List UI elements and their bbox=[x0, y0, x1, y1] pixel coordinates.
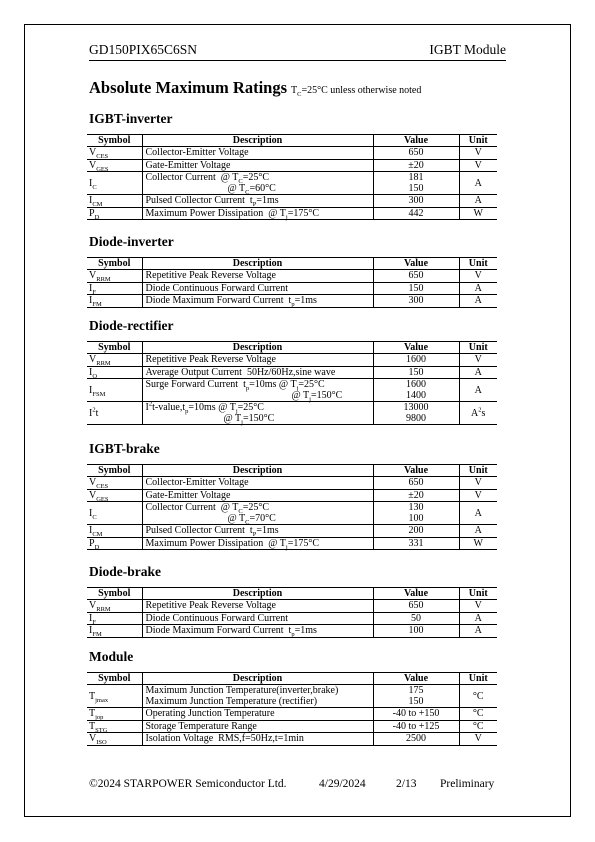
col-symbol: Symbol bbox=[87, 135, 142, 147]
title-main: Absolute Maximum Ratings bbox=[89, 78, 288, 97]
part-number: GD150PIX65C6SN bbox=[89, 42, 198, 57]
table-header bbox=[87, 135, 497, 147]
table-diode-brake bbox=[87, 587, 497, 638]
table-igbt-brake bbox=[87, 464, 497, 550]
table-row: $V_{RRM}$ Repetitive Peak Reverse Voltage 1600 V bbox=[87, 354, 497, 367]
header-rule bbox=[89, 60, 506, 61]
col-unit: Unit bbox=[459, 135, 497, 147]
col-value: Value bbox=[373, 135, 459, 147]
col-description: Description bbox=[142, 673, 373, 685]
col-symbol: Symbol bbox=[87, 673, 142, 685]
col-unit: Unit bbox=[459, 588, 497, 600]
table-module bbox=[87, 672, 497, 746]
col-unit: Unit bbox=[459, 258, 497, 270]
table-header bbox=[87, 465, 497, 477]
table-row: $V_{RRM}$ Repetitive Peak Reverse Voltage 650 V bbox=[87, 600, 497, 613]
col-description: Description bbox=[142, 588, 373, 600]
table-row: $T_{jop}$ Operating Junction Temperature -40 to +150 °C bbox=[87, 708, 497, 721]
table-row: $V_{CES}$ Collector-Emitter Voltage 650 V bbox=[87, 477, 497, 490]
table-row: $I_{CM}$ Pulsed Collector Current $t_P=1ms$ 300 A bbox=[87, 195, 497, 208]
table-row: $I_{FSM}$ Surge Forward Current $t_p=10ms$ @ $T_j=25^\circ C$ @ $T_j=150^\circ C$ 1600 1400 A bbox=[87, 379, 497, 402]
section-title-diode-inverter: Diode-inverter bbox=[89, 234, 174, 249]
table-row: $I_F$ Diode Continuous Forward Current 150 A bbox=[87, 282, 497, 295]
table-row: $I_C$ Collector Current @ $T_C=25^\circ C$ @ $T_C=70^\circ C$ 130 100 A bbox=[87, 502, 497, 525]
footer-status: Preliminary bbox=[440, 778, 495, 790]
col-symbol: Symbol bbox=[87, 465, 142, 477]
col-value: Value bbox=[373, 588, 459, 600]
col-unit: Unit bbox=[459, 673, 497, 685]
table-row: $V_{RRM}$ Repetitive Peak Reverse Voltage 650 V bbox=[87, 270, 497, 283]
col-value: Value bbox=[373, 258, 459, 270]
table-header bbox=[87, 342, 497, 354]
table-header bbox=[87, 673, 497, 685]
col-value: Value bbox=[373, 342, 459, 354]
col-description: Description bbox=[142, 465, 373, 477]
table-row: $V_{GES}$ Gate-Emitter Voltage ±20 V bbox=[87, 489, 497, 502]
table-row: $I_O$ Average Output Current 50Hz/60Hz,sine wave 150 A bbox=[87, 366, 497, 379]
table-igbt-inverter bbox=[87, 134, 497, 220]
table-diode-rectifier bbox=[87, 341, 497, 425]
table-row: $V_{ISO}$ Isolation Voltage RMS,f=50Hz,t=1min 2500 V bbox=[87, 733, 497, 746]
col-symbol: Symbol bbox=[87, 258, 142, 270]
table-row: $V_{GES}$ Gate-Emitter Voltage ±20 V bbox=[87, 159, 497, 172]
col-unit: Unit bbox=[459, 342, 497, 354]
table-header bbox=[87, 588, 497, 600]
table-row: $I_{FM}$ Diode Maximum Forward Current $t_p=1ms$ 300 A bbox=[87, 295, 497, 308]
module-type: IGBT Module bbox=[429, 42, 506, 57]
col-value: Value bbox=[373, 465, 459, 477]
table-row: $T_{STG}$ Storage Temperature Range -40 to +125 °C bbox=[87, 720, 497, 733]
table-row: $I_{CM}$ Pulsed Collector Current $t_P=1ms$ 200 A bbox=[87, 525, 497, 538]
footer-date: 4/29/2024 bbox=[319, 778, 366, 790]
col-value: Value bbox=[373, 673, 459, 685]
col-description: Description bbox=[142, 342, 373, 354]
section-title-module: Module bbox=[89, 649, 134, 664]
col-unit: Unit bbox=[459, 465, 497, 477]
col-description: Description bbox=[142, 258, 373, 270]
section-title-igbt-inverter: IGBT-inverter bbox=[89, 111, 173, 126]
table-row: $I_{FM}$ Diode Maximum Forward Current $t_p=1ms$ 100 A bbox=[87, 625, 497, 638]
footer-page: 2/13 bbox=[396, 778, 417, 790]
table-row: $P_D$ Maximum Power Dissipation @ $T_j=175^\circ C$ 331 W bbox=[87, 537, 497, 550]
table-row: $V_{CES}$ Collector-Emitter Voltage 650 V bbox=[87, 147, 497, 160]
table-row: $P_D$ Maximum Power Dissipation @ $T_j=175^\circ C$ 442 W bbox=[87, 207, 497, 220]
col-symbol: Symbol bbox=[87, 342, 142, 354]
table-row: $I_F$ Diode Continuous Forward Current 50 A bbox=[87, 612, 497, 625]
table-header bbox=[87, 258, 497, 270]
title-condition: $T_C=25^\circ C$ unless otherwise noted bbox=[291, 85, 422, 98]
section-title-diode-brake: Diode-brake bbox=[89, 564, 161, 579]
section-title-igbt-brake: IGBT-brake bbox=[89, 441, 160, 456]
section-title-diode-rectifier: Diode-rectifier bbox=[89, 318, 174, 333]
page-title bbox=[89, 78, 421, 98]
table-row: $I_C$ Collector Current @ $T_C=25^\circ C$ @ $T_C=60^\circ C$ 181 150 A bbox=[87, 172, 497, 195]
table-row: $I^2t$ $I^2t-value,t_p=10ms$ @ $T_j=25^\circ C$ @ $T_j=150^\circ C$ 13000 9800 $A^2s$ bbox=[87, 402, 497, 425]
table-diode-inverter bbox=[87, 257, 497, 308]
footer-copyright: ©2024 STARPOWER Semiconductor Ltd. bbox=[89, 778, 287, 790]
table-row: $T_{jmax}$ Maximum Junction Temperature(inverter,brake) Maximum Junction Temperature (rectifier) 175 150 °C bbox=[87, 685, 497, 708]
page-header bbox=[89, 42, 506, 60]
col-symbol: Symbol bbox=[87, 588, 142, 600]
col-description: Description bbox=[142, 135, 373, 147]
